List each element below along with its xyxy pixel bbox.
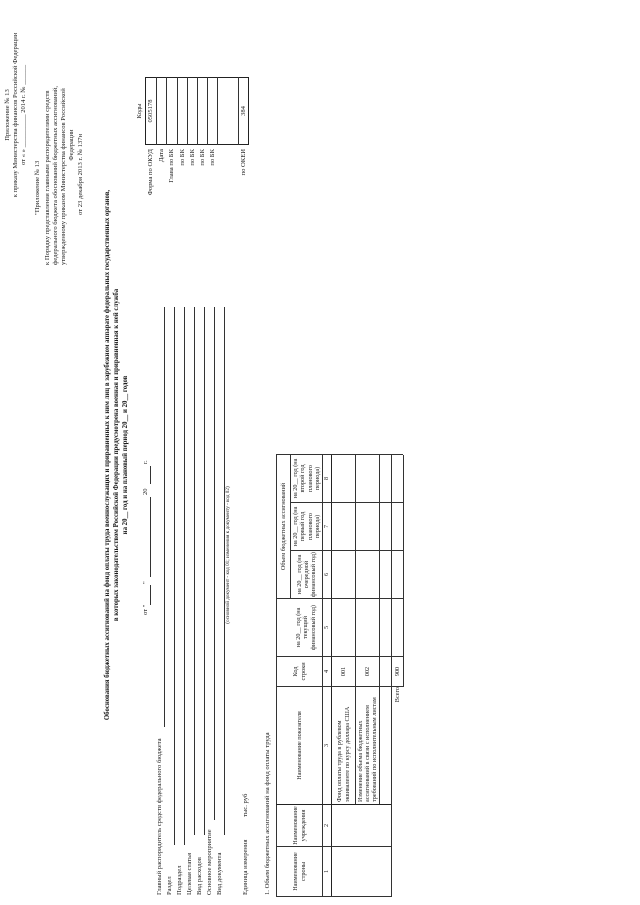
date-mid: " <box>142 581 149 584</box>
document-title-line-1: Обоснования бюджетных ассигнований на фонд оплаты труда военнослужащих и приравненных к ним лиц в зарубежном аппарате федеральных государственных органов, <box>104 189 111 721</box>
codes-date-label: Дата <box>158 149 165 163</box>
date-suffix: г. <box>142 460 149 464</box>
document-title-line-2: в которых законодательством Российской Федерации предусмотрена военная и приравненная к ней служба <box>113 288 120 622</box>
appendix-order-date: от « » __________ 2014 г. № ______ <box>20 64 27 166</box>
header-volume: Объем бюджетных ассигнований <box>279 482 287 571</box>
field-line-main-manager <box>164 307 165 727</box>
codes-okud-label: Форма по ОКУД <box>147 149 154 196</box>
header-year-plan-2: на 20__ год (на второй год планового периода) <box>292 458 321 499</box>
field-label-expense-type: Вид расходов <box>196 857 203 895</box>
appendix-text-3: утвержденному приказом Министерства финансов Российской <box>60 88 67 265</box>
field-line-target-article <box>194 307 195 835</box>
codes-po-bk-4: по БК <box>209 149 216 166</box>
codes-header: Коды <box>136 103 143 119</box>
document-title-line-3: на 20__ год и на плановый период 20__ и 20__ годов <box>122 375 129 535</box>
appendix-order: к приказу Министерства финансов Российской Федерации <box>12 32 19 198</box>
row-1-indicator: Фонд оплаты труда в рублевом эквиваленте по курсу доллара США <box>336 706 351 802</box>
appendix-number: Приложение № 13 <box>4 89 11 141</box>
date-month-blank <box>150 497 151 577</box>
row-2-indicator: Изменение объема бюджетных ассигнований в связи с исполнением требований по исполнительным листам <box>356 697 379 802</box>
field-label-doc-type: Вид документа <box>216 852 223 895</box>
date-year: 20 <box>142 488 149 495</box>
codes-okud-value: 0505178 <box>147 99 154 123</box>
header-line-name: Наименование строны <box>292 852 307 891</box>
appendix-quote-title: "Приложение № 13 <box>34 160 41 215</box>
total-label: Всего <box>393 687 401 703</box>
codes-okei-label: по ОКЕИ <box>240 149 247 176</box>
appendix-text-1: к Порядку представления главными распорядителями средств <box>44 90 51 265</box>
codes-okei-value: 384 <box>240 106 247 116</box>
field-line-subsection <box>184 307 185 845</box>
date-prefix: от " <box>142 604 149 615</box>
col-num-8: 8 <box>322 476 330 481</box>
field-label-subsection: Подраздел <box>176 865 183 895</box>
codes-glava-label: Глава по БК <box>168 149 175 183</box>
field-line-expense-type <box>204 307 205 835</box>
header-year-plan-1: на 20__ год (на первый год планового периода) <box>292 506 321 547</box>
field-label-section: Раздел <box>166 876 173 895</box>
codes-po-bk-2: по БК <box>189 149 196 166</box>
col-num-5: 5 <box>322 625 330 630</box>
appendix-text-2: федерального бюджета обоснований бюджетных ассигнований, <box>52 85 59 265</box>
col-num-4: 4 <box>322 669 330 674</box>
codes-po-bk-3: по БК <box>199 149 206 166</box>
field-label-target-article: Целевая статья <box>186 852 193 895</box>
header-code: Код строки <box>292 662 307 681</box>
unit-label: Единица измерения <box>242 839 249 895</box>
col-num-7: 7 <box>322 524 330 529</box>
header-year-current: на 20__ год (на текущий финансовый год) <box>295 605 317 650</box>
row-1-code: 001 <box>339 666 347 677</box>
header-institution: Наименование учреждения <box>292 806 307 845</box>
field-label-main-event: Основное мероприятие <box>206 829 213 895</box>
header-year-next: на 20__ год (на очередной финансовый год) <box>295 552 318 597</box>
total-code: 900 <box>393 666 401 677</box>
doc-type-hint: (основной документ - код 01; изменения к документу - код 02) <box>225 486 231 624</box>
appendix-text-5: от 23 декабря 2013 г. № 137н <box>77 133 84 215</box>
col-num-3: 3 <box>322 743 330 748</box>
col-num-6: 6 <box>322 572 330 577</box>
appendix-text-4: Федерации <box>68 129 75 161</box>
row-2-code: 002 <box>363 666 371 677</box>
codes-po-bk-1: по БК <box>179 149 186 166</box>
field-line-main-event <box>214 307 215 820</box>
date-day-blank <box>150 585 151 605</box>
header-indicator: Наименование показателя <box>295 711 303 780</box>
field-label-main-manager: Главный распорядитель средств федерального бюджета <box>156 738 163 895</box>
section-heading: 1. Объем бюджетных ассигнований на фонд оплаты труда <box>264 732 271 895</box>
unit-value: тыс. руб <box>242 793 249 817</box>
date-year-blank <box>150 466 151 484</box>
col-num-2: 2 <box>322 823 330 828</box>
col-num-1: 1 <box>322 869 330 874</box>
field-line-section <box>174 307 175 845</box>
